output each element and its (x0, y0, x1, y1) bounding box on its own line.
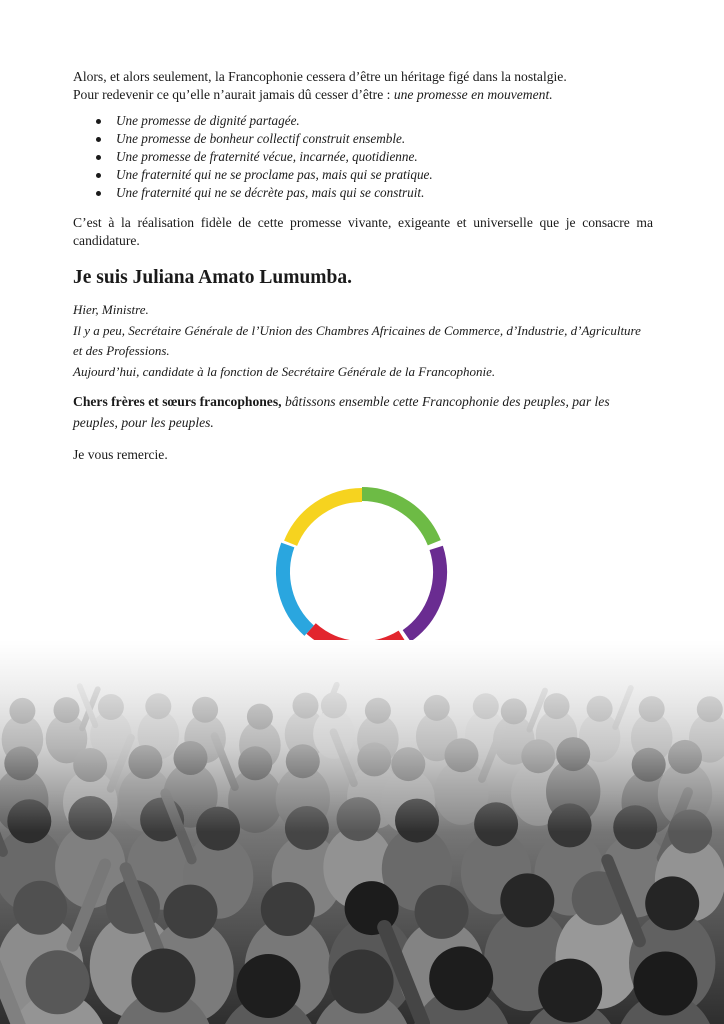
intro-line-2-emphasis: une promesse en mouvement. (393, 87, 553, 102)
promise-list (73, 112, 653, 202)
bio-line: Hier, Ministre. (73, 302, 149, 317)
bio-line: Il y a peu, Secrétaire Générale de l’Union des Chambres Africaines de Commerce, d’Industrie, d’Agriculture et des Professions. (73, 322, 641, 358)
candidate-heading: Je suis Juliana Amato Lumumba. (73, 267, 353, 288)
francophonie-ring-icon (270, 480, 454, 664)
francophonie-logo (270, 480, 454, 664)
intro-line-2-lead: Pour redevenir ce qu’elle n’aurait jamais dû cesser d’être : (73, 87, 394, 102)
ring-segment-yellow (291, 495, 362, 543)
crowd-photo (0, 640, 724, 1024)
intro-line-1: Alors, et alors seulement, la Francophonie cessera d’être un héritage figé dans la nostalgie. (73, 69, 567, 84)
list-item: Une promesse de dignité partagée. (116, 112, 653, 130)
crowd-photo-image (0, 640, 724, 1024)
list-item: Une promesse de fraternité vécue, incarnée, quotidienne. (116, 148, 653, 166)
appeal-italic: bâtissons ensemble cette Francophonie des peuples, par les peuples, pour les peuples. (73, 394, 610, 430)
document-body (73, 68, 653, 465)
list-item: Une promesse de bonheur collectif construit ensemble. (116, 130, 653, 148)
appeal-bold: Chers frères et sœurs francophones, (73, 394, 282, 409)
list-item: Une fraternité qui ne se décrète pas, mais qui se construit. (116, 184, 653, 202)
appeal-paragraph (73, 392, 653, 433)
ring-segment-purple (407, 548, 440, 636)
list-item: Une fraternité qui ne se proclame pas, mais qui se pratique. (116, 166, 653, 184)
bio-line: Aujourd’hui, candidate à la fonction de Secrétaire Générale de la Francophonie. (73, 363, 496, 379)
closing-line: Je vous remercie. (73, 447, 168, 462)
ring-segment-blue (283, 545, 309, 631)
ring-segment-green (362, 494, 434, 543)
intro-line-2 (73, 86, 653, 104)
candidate-bio (73, 300, 653, 382)
intro-paragraph (73, 68, 653, 104)
dedication-paragraph: C’est à la réalisation fidèle de cette promesse vivante, exigeante et universelle que je consacre ma candidature. (73, 215, 653, 248)
